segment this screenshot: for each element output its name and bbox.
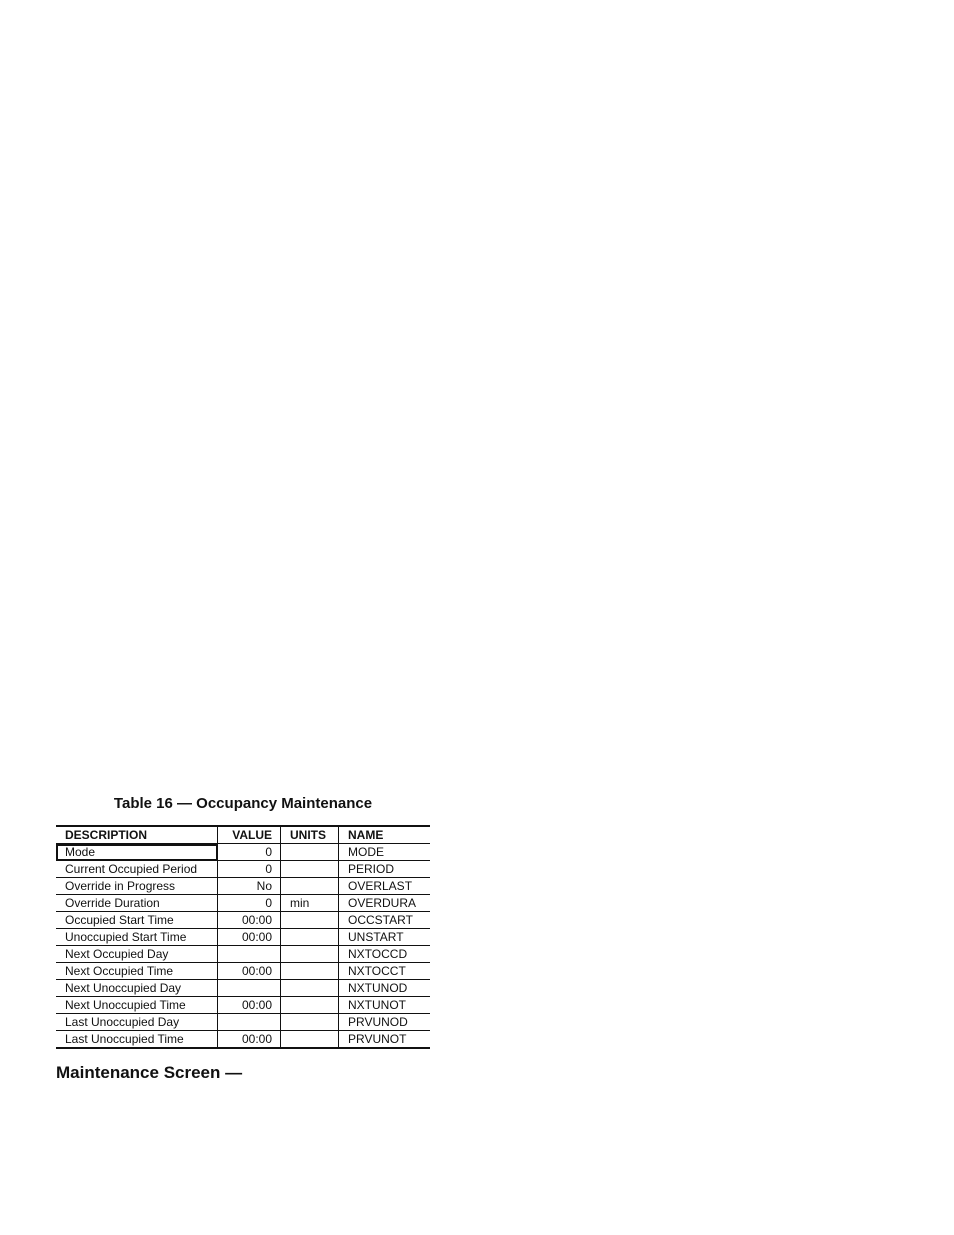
occupancy-maintenance-table: [56, 825, 430, 1049]
row-name: PRVUNOT: [339, 1031, 431, 1049]
row-units: [281, 980, 339, 997]
row-description[interactable]: Next Occupied Day: [56, 946, 218, 963]
row-value: 0: [218, 895, 281, 912]
column-header-description: DESCRIPTION: [56, 826, 218, 844]
table-title: Table 16 — Occupancy Maintenance: [113, 795, 373, 812]
table-row: [56, 980, 430, 997]
row-value: 00:00: [218, 912, 281, 929]
row-value: 00:00: [218, 997, 281, 1014]
row-name: OCCSTART: [339, 912, 431, 929]
table-row: [56, 895, 430, 912]
row-name: NXTUNOD: [339, 980, 431, 997]
row-description[interactable]: Override in Progress: [56, 878, 218, 895]
table-row: [56, 878, 430, 895]
row-units: [281, 878, 339, 895]
row-units: [281, 844, 339, 861]
row-name: NXTOCCT: [339, 963, 431, 980]
row-value: 00:00: [218, 1031, 281, 1049]
table-row: [56, 929, 430, 946]
row-name: OVERDURA: [339, 895, 431, 912]
row-units: [281, 997, 339, 1014]
row-value: [218, 1014, 281, 1031]
row-description[interactable]: Next Occupied Time: [56, 963, 218, 980]
section-heading: Maintenance Screen —: [56, 1063, 243, 1082]
row-name: MODE: [339, 844, 431, 861]
row-description[interactable]: Mode: [56, 844, 218, 861]
row-name: NXTOCCD: [339, 946, 431, 963]
table-row: [56, 861, 430, 878]
row-name: NXTUNOT: [339, 997, 431, 1014]
table-header-row: [56, 826, 430, 844]
row-units: [281, 1031, 339, 1049]
table-row: [56, 963, 430, 980]
row-name: UNSTART: [339, 929, 431, 946]
row-units: [281, 861, 339, 878]
row-description[interactable]: Next Unoccupied Time: [56, 997, 218, 1014]
row-description[interactable]: Next Unoccupied Day: [56, 980, 218, 997]
row-description[interactable]: Unoccupied Start Time: [56, 929, 218, 946]
row-units: min: [281, 895, 339, 912]
row-value: 0: [218, 861, 281, 878]
table-row: [56, 997, 430, 1014]
table-row: [56, 946, 430, 963]
row-value: [218, 946, 281, 963]
row-value: [218, 980, 281, 997]
column-header-name: NAME: [339, 826, 431, 844]
row-units: [281, 963, 339, 980]
row-units: [281, 929, 339, 946]
row-units: [281, 946, 339, 963]
row-value: 00:00: [218, 929, 281, 946]
column-header-units: UNITS: [281, 826, 339, 844]
row-description[interactable]: Last Unoccupied Day: [56, 1014, 218, 1031]
table-row: [56, 844, 430, 861]
table-row: [56, 1014, 430, 1031]
row-name: PERIOD: [339, 861, 431, 878]
column-header-value: VALUE: [218, 826, 281, 844]
row-units: [281, 912, 339, 929]
row-units: [281, 1014, 339, 1031]
row-value: 0: [218, 844, 281, 861]
table-row: [56, 1031, 430, 1049]
row-description[interactable]: Current Occupied Period: [56, 861, 218, 878]
row-description[interactable]: Override Duration: [56, 895, 218, 912]
row-value: 00:00: [218, 963, 281, 980]
row-value: No: [218, 878, 281, 895]
table-row: [56, 912, 430, 929]
row-description[interactable]: Last Unoccupied Time: [56, 1031, 218, 1049]
row-name: OVERLAST: [339, 878, 431, 895]
row-description[interactable]: Occupied Start Time: [56, 912, 218, 929]
row-name: PRVUNOD: [339, 1014, 431, 1031]
